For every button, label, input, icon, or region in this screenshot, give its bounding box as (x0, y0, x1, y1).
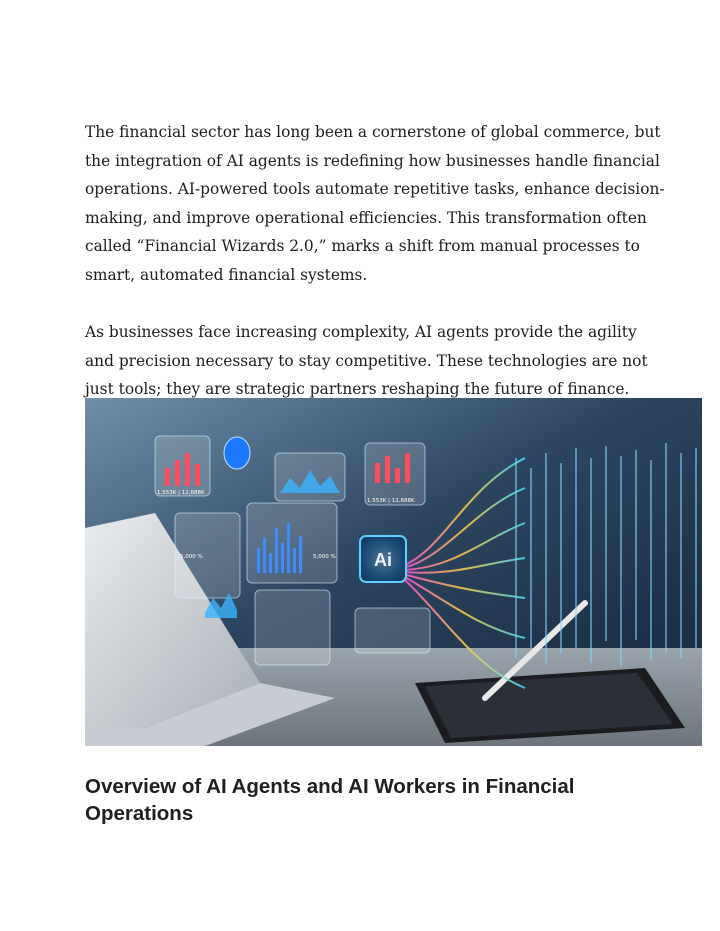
section-heading: Overview of AI Agents and AI Workers in Financial Operations (85, 775, 575, 825)
panel-text-3: 5,000 % (180, 554, 203, 560)
panel-text-4: 5,000 % (313, 554, 336, 560)
intro-paragraph: The financial sector has long been a cornerstone of global commerce, but the integration of AI agents is redefining how businesses handle financial operations. AI-powered tools automate repetitive tasks, enhance decision-making, and improve operational efficiencies. This transformation often called “Financial Wizards 2.0,” marks a shift from manual processes to smart, automated financial systems. (85, 123, 665, 284)
panel-text-1: 1.553K | 12,688K (157, 490, 205, 496)
panel-text-2: 1.553K | 12,688K (367, 498, 415, 504)
ai-finance-illustration (85, 398, 702, 746)
second-paragraph: As businesses face increasing complexity, AI agents provide the agility and precision necessary to stay competitive. These technologies are not just tools; they are strategic partners reshaping the future of finance. (85, 323, 648, 399)
hero-image (85, 398, 702, 746)
chip-label: Ai (374, 550, 392, 570)
